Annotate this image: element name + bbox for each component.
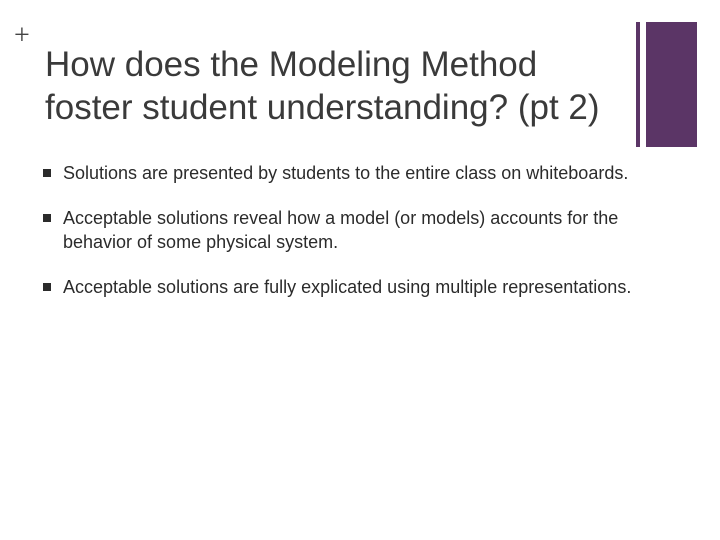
bullet-item — [45, 161, 645, 185]
bullet-item — [45, 275, 645, 299]
square-bullet-icon — [43, 169, 51, 177]
bullet-text: Acceptable solutions reveal how a model (or models) accounts for the behavior of some physical system. — [63, 208, 619, 252]
bullet-item — [45, 206, 645, 254]
square-bullet-icon — [43, 283, 51, 291]
bullet-text: Solutions are presented by students to the entire class on whiteboards. — [63, 163, 629, 183]
bullet-list — [45, 161, 645, 320]
accent-bar-thin — [636, 22, 640, 147]
accent-bar-thick — [646, 22, 697, 147]
square-bullet-icon — [43, 214, 51, 222]
slide-title: How does the Modeling Method foster student understanding? (pt 2) — [45, 45, 600, 127]
bullet-text: Acceptable solutions are fully explicated using multiple representations. — [63, 277, 632, 297]
plus-icon: + — [14, 20, 30, 51]
